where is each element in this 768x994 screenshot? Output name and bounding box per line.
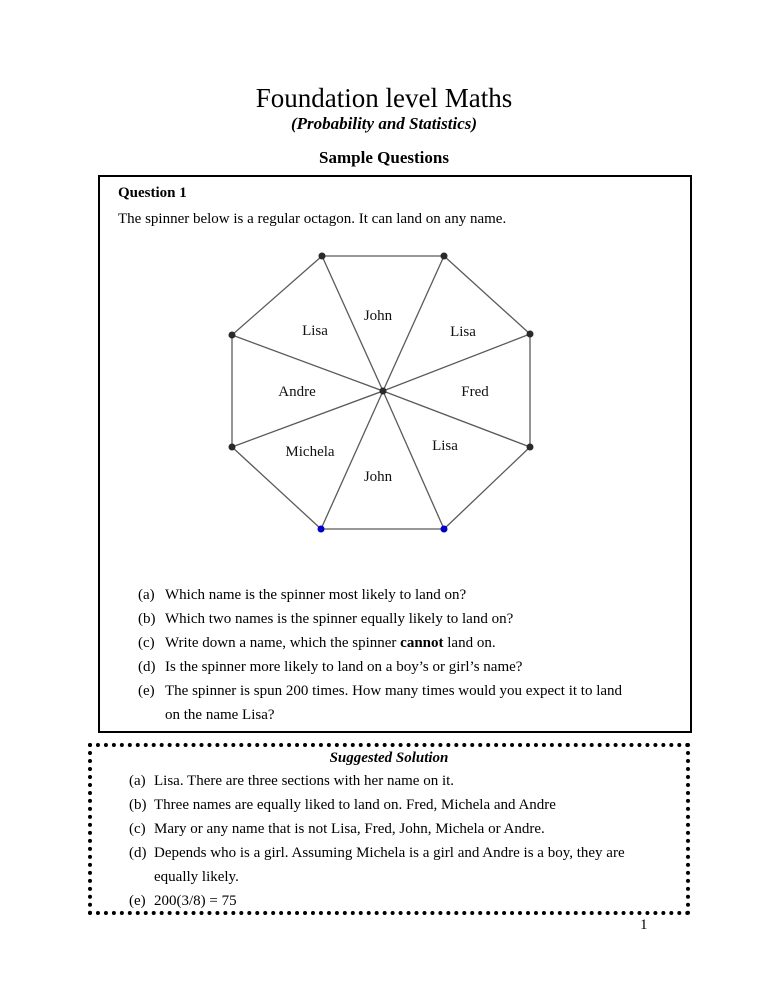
page-subtitle: (Probability and Statistics) xyxy=(290,114,478,133)
item-label: (d) xyxy=(129,845,147,861)
item-text-line2: on the name Lisa? xyxy=(165,707,275,723)
item-label: (e) xyxy=(138,683,155,699)
item-text-line2: equally likely. xyxy=(154,869,239,885)
svg-text:Andre: Andre xyxy=(278,384,316,400)
item-text: Which name is the spinner most likely to land on? xyxy=(165,587,467,603)
item-text: The spinner is spun 200 times. How many times would you expect it to land xyxy=(165,683,623,699)
question-item-d xyxy=(138,655,678,679)
page-number: 1 xyxy=(640,917,648,933)
item-label: (c) xyxy=(129,821,146,837)
question-item-b xyxy=(138,607,678,631)
question-box xyxy=(98,175,692,733)
bold-word: cannot xyxy=(400,635,444,651)
svg-text:Lisa: Lisa xyxy=(450,324,476,340)
solution-item-b xyxy=(92,793,686,817)
question-item-e xyxy=(138,679,678,727)
item-text: Three names are equally liked to land on. Fred, Michela and Andre xyxy=(154,797,556,813)
item-text: Mary or any name that is not Lisa, Fred, John, Michela or Andre. xyxy=(154,821,545,837)
item-text: Lisa. There are three sections with her name on it. xyxy=(154,773,455,789)
item-label: (e) xyxy=(129,893,146,909)
suggested-solution-box xyxy=(88,743,690,915)
svg-text:John: John xyxy=(363,469,393,485)
item-label: (b) xyxy=(129,797,147,813)
item-text: Is the spinner more likely to land on a boy’s or girl’s name? xyxy=(165,659,523,675)
solution-title: Suggested Solution xyxy=(329,750,449,766)
solution-item-d xyxy=(92,841,686,889)
item-text: 200(3/8) = 75 xyxy=(154,893,237,909)
question-intro: The spinner below is a regular octagon. It can land on any name. xyxy=(118,211,507,227)
svg-text:Lisa: Lisa xyxy=(302,323,328,339)
section-heading: Sample Questions xyxy=(319,148,449,167)
item-label: (b) xyxy=(138,611,156,627)
question-item-a xyxy=(138,583,678,607)
solution-item-a xyxy=(92,769,686,793)
spinner-diagram xyxy=(213,243,555,543)
svg-text:Lisa: Lisa xyxy=(432,438,458,454)
item-label: (a) xyxy=(129,773,146,789)
question-header xyxy=(100,177,690,229)
item-label: (a) xyxy=(138,587,155,603)
svg-text:Michela: Michela xyxy=(285,444,335,460)
svg-text:Fred: Fred xyxy=(461,384,489,400)
question-title: Question 1 xyxy=(118,185,187,201)
item-text: Depends who is a girl. Assuming Michela is a girl and Andre is a boy, they are xyxy=(154,845,625,861)
solution-item-e xyxy=(92,889,686,913)
page-title: Foundation level Maths xyxy=(255,83,513,113)
solution-list xyxy=(92,769,686,913)
item-label: (d) xyxy=(138,659,156,675)
solution-item-c xyxy=(92,817,686,841)
item-text: Which two names is the spinner equally likely to land on? xyxy=(165,611,514,627)
svg-text:John: John xyxy=(363,308,393,324)
question-item-c xyxy=(138,631,678,655)
item-label: (c) xyxy=(138,635,155,651)
item-text: Write down a name, which the spinner cannot land on. xyxy=(165,635,496,651)
question-list xyxy=(138,583,678,727)
